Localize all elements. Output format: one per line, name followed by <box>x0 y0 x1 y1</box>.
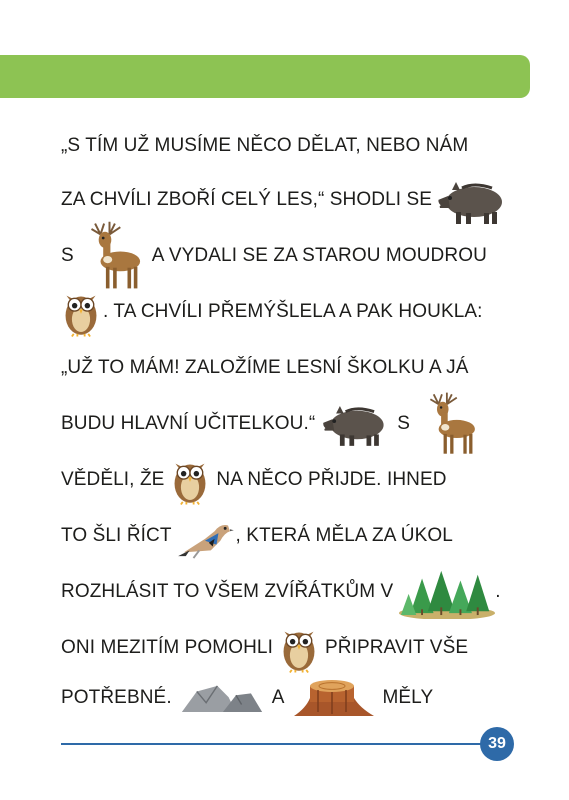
text-line-1 <box>61 118 549 174</box>
text-segment: ROZHLÁSIT TO VŠEM ZVÍŘÁTKŮM V <box>61 581 394 602</box>
rocks-icon <box>180 682 264 714</box>
text-line-8 <box>61 508 549 564</box>
tree-stump-icon <box>292 678 376 718</box>
owl-icon <box>61 285 101 339</box>
header-bar <box>0 55 530 98</box>
text-segment: POTŘEBNÉ. <box>61 687 172 708</box>
text-segment: „UŽ TO MÁM! ZALOŽÍME LESNÍ ŠKOLKU A JÁ <box>61 357 469 378</box>
text-line-6 <box>61 396 549 452</box>
text-segment: S <box>397 413 411 434</box>
text-segment: TO ŠLI ŘÍCT <box>61 525 172 546</box>
text-segment: PŘIPRAVIT VŠE <box>324 637 469 658</box>
deer-icon <box>82 220 146 292</box>
boar-icon <box>434 176 514 226</box>
text-segment: A VYDALI SE ZA STAROU MOUDROU <box>151 245 487 266</box>
boar-icon <box>319 400 395 448</box>
footer-divider <box>61 743 481 745</box>
text-line-4 <box>61 284 549 340</box>
forest-icon <box>399 565 495 619</box>
text-segment: . TA CHVÍLI PŘEMÝŠLELA A PAK HOUKLA: <box>103 301 483 322</box>
text-segment: . <box>495 581 501 602</box>
text-line-3 <box>61 228 549 284</box>
text-segment: , KTERÁ MĚLA ZA ÚKOL <box>235 525 453 546</box>
page-number-badge: 39 <box>480 727 514 761</box>
text-line-11 <box>61 670 549 726</box>
text-segment: NA NĚCO PŘIJDE. IHNED <box>216 469 447 490</box>
text-segment: BUDU HLAVNÍ UČITELKOU.“ <box>61 413 316 434</box>
deer-icon <box>422 391 480 457</box>
text-segment: VĚDĚLI, ŽE <box>61 469 165 490</box>
text-segment: S <box>61 245 74 266</box>
text-segment: ZA CHVÍLI ZBOŘÍ CELÝ LES,“ SHODLI SE <box>61 189 433 210</box>
text-line-9 <box>61 564 549 620</box>
text-segment: A <box>271 687 285 708</box>
jay-bird-icon <box>176 512 234 560</box>
owl-icon <box>170 453 210 507</box>
text-line-7 <box>61 452 549 508</box>
text-segment: ONI MEZITÍM POMOHLI <box>61 637 273 658</box>
text-segment: MĚLY <box>382 687 434 708</box>
text-line-5 <box>61 340 549 396</box>
text-segment: „S TÍM UŽ MUSÍME NĚCO DĚLAT, NEBO NÁM <box>61 135 469 156</box>
text-line-10 <box>61 620 549 676</box>
owl-icon <box>279 621 319 675</box>
